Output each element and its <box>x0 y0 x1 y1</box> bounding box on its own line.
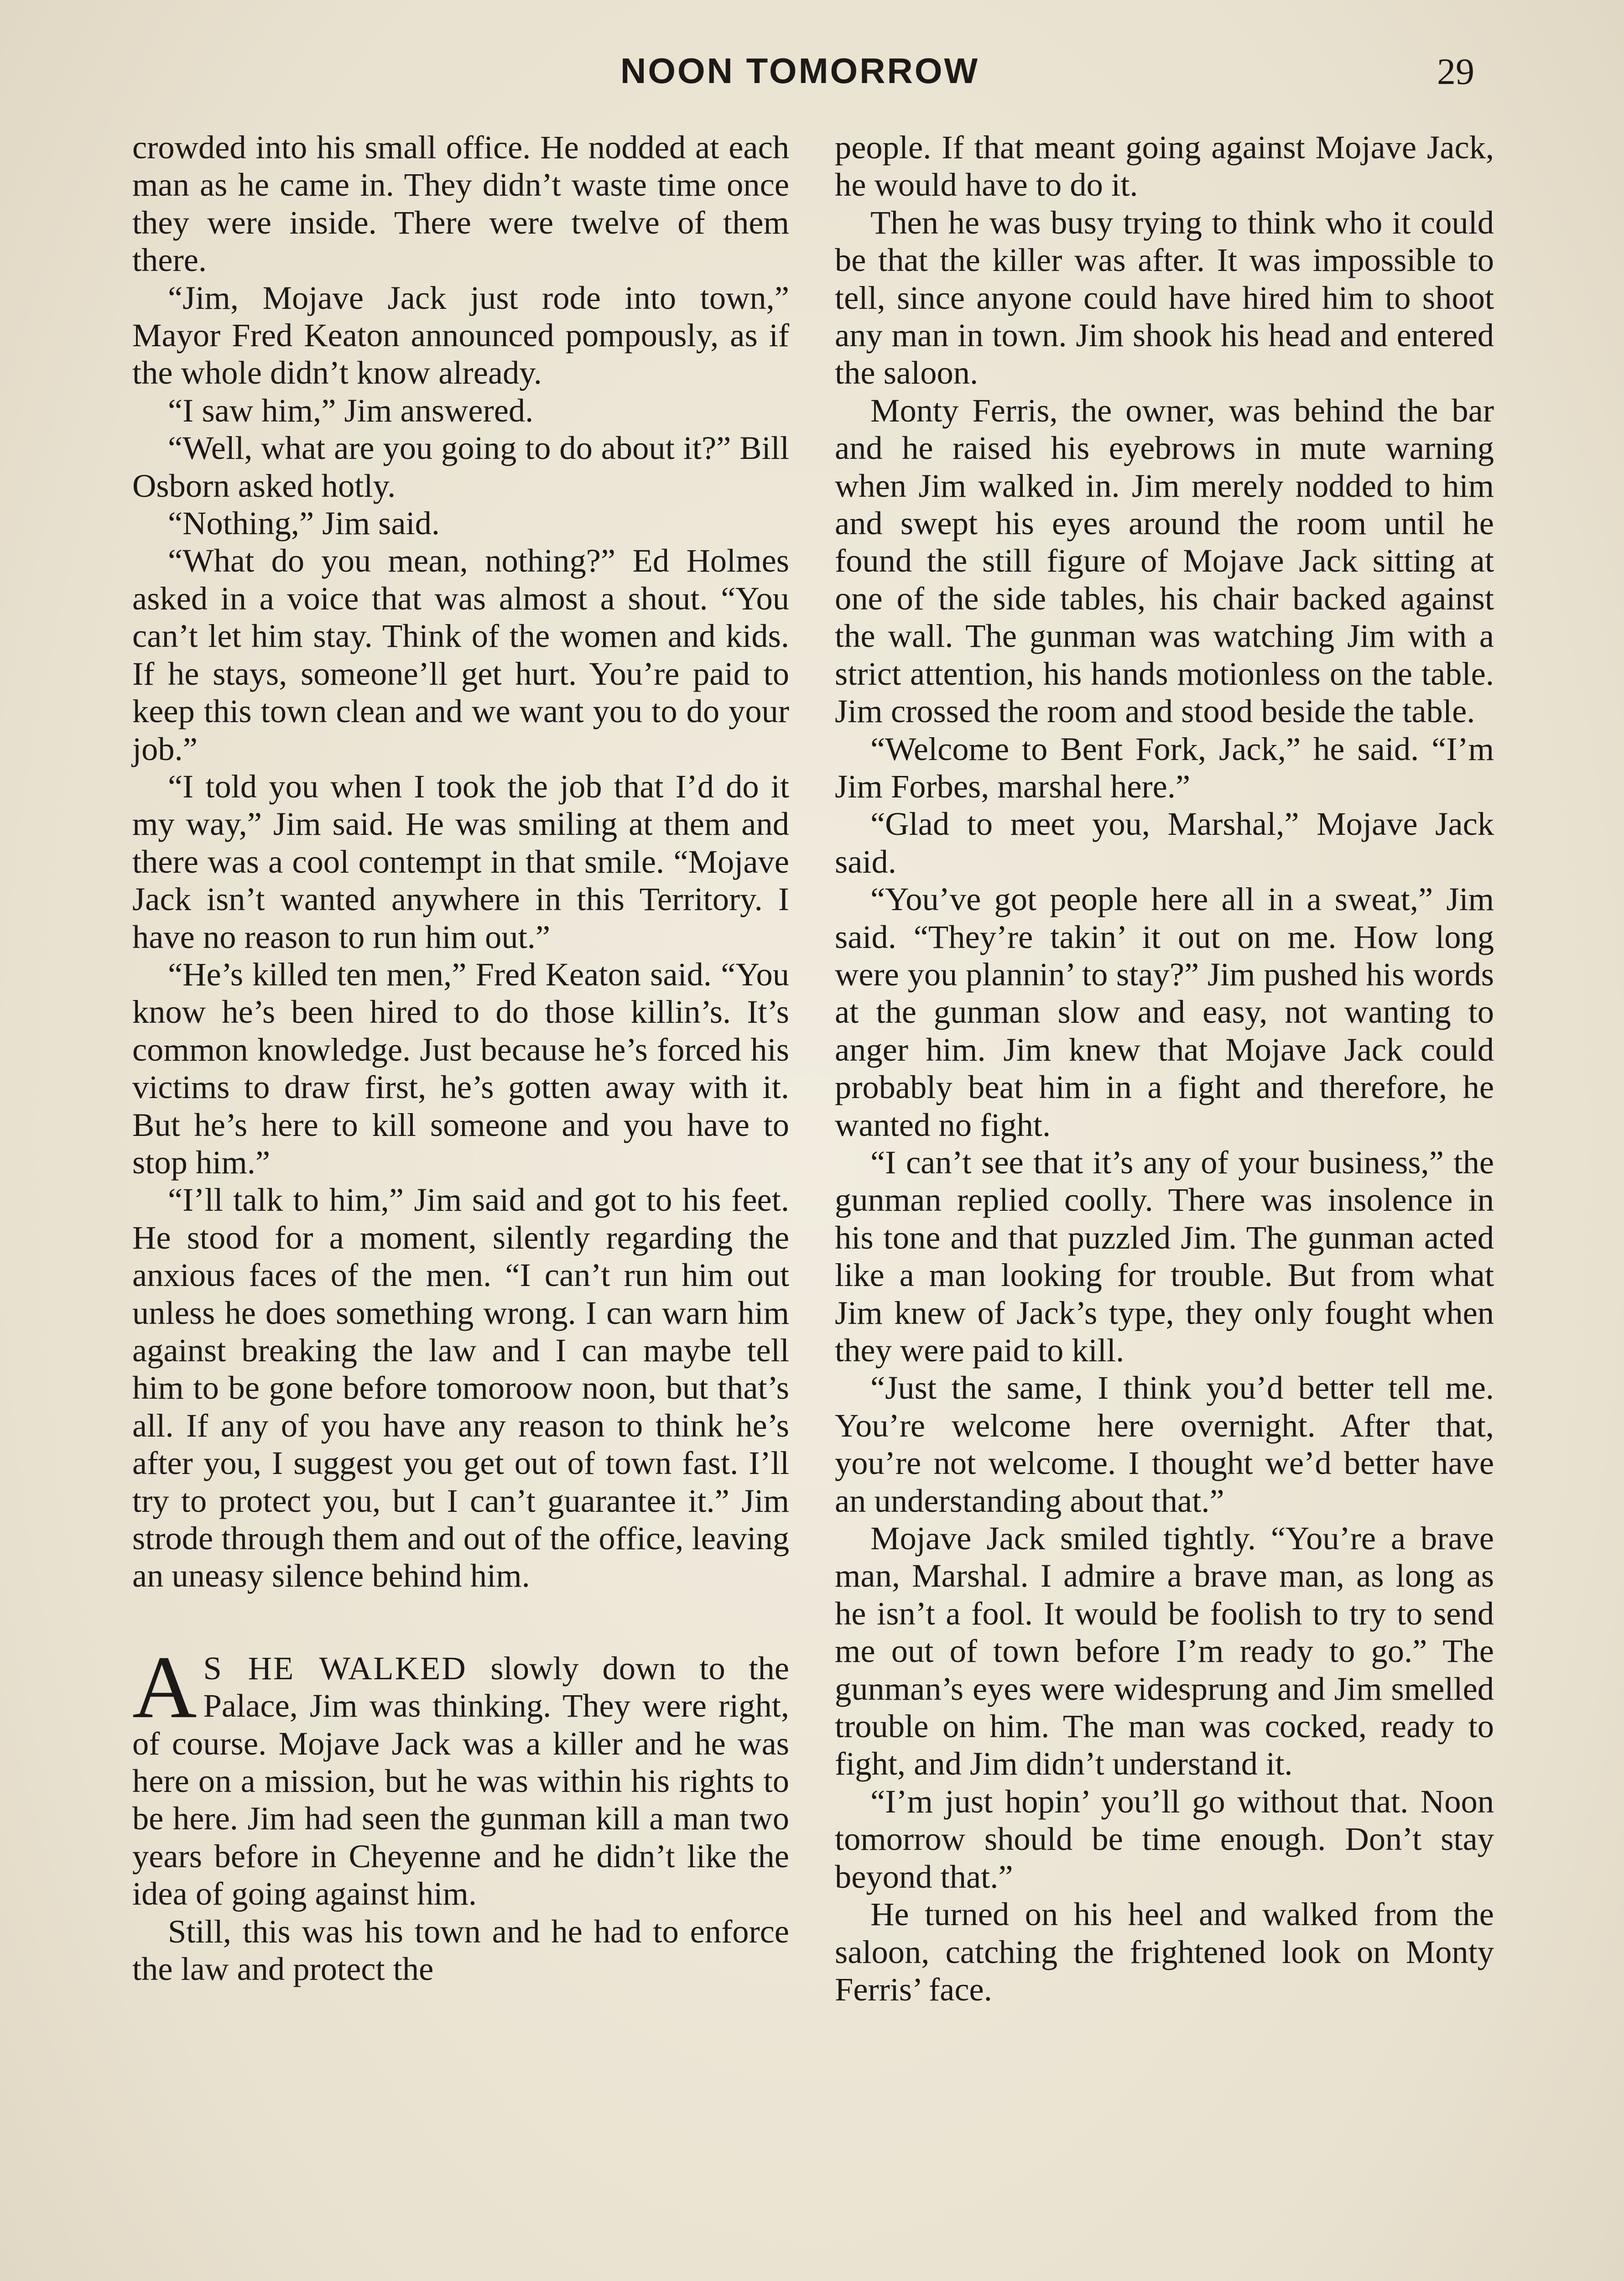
paragraph: “Glad to meet you, Marshal,” Mojave Jack said. <box>835 805 1494 880</box>
paragraph: “I’ll talk to him,” Jim said and got to his feet. He stood for a moment, silently regarding the anxious faces of the men. “I can’t run him out unless he does something wrong. I can warn him against breaking the law and I can maybe tell him to be gone before tomoroow noon, but that’s all. If any of you have any reason to think he’s after you, I suggest you get out of town fast. I’ll try to protect you, but I can’t guarantee it.” Jim strode through them and out of the office, leaving an uneasy silence behind him. <box>132 1181 789 1594</box>
paragraph: “Well, what are you going to do about it?” Bill Osborn asked hotly. <box>132 429 789 504</box>
left-column <box>132 129 789 1988</box>
paragraph: Monty Ferris, the owner, was behind the bar and he raised his eyebrows in mute warning when Jim walked in. Jim merely nodded to him and swept his eyes around the room until he found the still figure of Mojave Jack sitting at one of the side tables, his chair backed against the wall. The gunman was watching Jim with a strict attention, his hands motionless on the table. Jim crossed the room and stood beside the table. <box>835 391 1494 730</box>
paragraph: “He’s killed ten men,” Fred Keaton said. “You know he’s been hired to do those killin’s. It’s common knowledge. Just because he’s forced his victims to draw first, he’s gotten away with it. But he’s here to kill someone and you have to stop him.” <box>132 955 789 1181</box>
paragraph-text: slowly down to the Palace, Jim was thinking. They were right, of course. Mojave Jack was a killer and he was here on a mission, but he was within his rights to be here. Jim had seen the gunman kill a man two years before in Cheyenne and he didn’t like the idea of going against him. <box>132 1649 789 1912</box>
running-title: NOON TOMORROW <box>620 51 980 91</box>
paragraph: He turned on his heel and walked from the saloon, catching the frightened look on Monty Ferris’ face. <box>835 1896 1494 2008</box>
paragraph: crowded into his small office. He nodded at each man as he came in. They didn’t waste time once they were inside. There were twelve of them there. <box>132 129 789 279</box>
page-number: 29 <box>1437 51 1474 92</box>
right-column <box>835 129 1494 2008</box>
paragraph: Then he was busy trying to think who it could be that the killer was after. It was impossible to tell, since anyone could have hired him to shoot any man in town. Jim shook his head and entered the saloon. <box>835 203 1494 391</box>
paragraph: “Just the same, I think you’d better tell me. You’re welcome here overnight. After that, you’re not welcome. I thought we’d better have an understanding about that.” <box>835 1369 1494 1519</box>
paragraph: “I told you when I took the job that I’d do it my way,” Jim said. He was smiling at them and there was a cool contempt in that smile. “Mojave Jack isn’t wanted anywhere in this Territory. I have no reason to run him out.” <box>132 767 789 955</box>
section-opening-paragraph <box>132 1637 789 1913</box>
paragraph: Still, this was his town and he had to enforce the law and protect the <box>132 1912 789 1988</box>
page-header <box>0 50 1624 100</box>
paragraph: “I saw him,” Jim answered. <box>168 391 534 429</box>
paragraph: “I can’t see that it’s any of your business,” the gunman replied coolly. There was insolence in his tone and that puzzled Jim. The gunman acted like a man looking for trouble. But from what Jim knew of Jack’s type, they only fought when they were paid to kill. <box>835 1143 1494 1369</box>
paragraph: Mojave Jack smiled tightly. “You’re a brave man, Marshal. I admire a brave man, as long as he isn’t a fool. It would be foolish to try to send me out of town before I’m ready to go.” The gunman’s eyes were widesprung and Jim smelled trouble on him. The man was cocked, ready to fight, and Jim didn’t understand it. <box>835 1520 1494 1782</box>
drop-cap: A <box>132 1637 197 1737</box>
paragraph: “You’ve got people here all in a sweat,” Jim said. “They’re takin’ it out on me. How long were you plannin’ to stay?” Jim pushed his words at the gunman slow and easy, not wanting to anger him. Jim knew that Mojave Jack could probably beat him in a fight and therefore, he wanted no fight. <box>835 880 1494 1143</box>
paragraph: “What do you mean, nothing?” Ed Holmes asked in a voice that was almost a shout. “You can’t let him stay. Think of the women and kids. If he stays, someone’ll get hurt. You’re paid to keep this town clean and we want you to do your job.” <box>132 542 789 767</box>
paragraph: “I’m just hopin’ you’ll go without that. Noon tomorrow should be time enough. Don’t stay beyond that.” <box>835 1782 1494 1895</box>
paragraph: “Jim, Mojave Jack just rode into town,” Mayor Fred Keaton announced pompously, as if the whole didn’t know already. <box>132 279 789 391</box>
paragraph: “Welcome to Bent Fork, Jack,” he said. “I’m Jim Forbes, marshal here.” <box>835 730 1494 805</box>
paragraph: people. If that meant going against Mojave Jack, he would have to do it. <box>835 129 1494 203</box>
paragraph: “Nothing,” Jim said. <box>168 505 440 542</box>
lead-in-caps: S HE WALKED <box>203 1649 467 1687</box>
